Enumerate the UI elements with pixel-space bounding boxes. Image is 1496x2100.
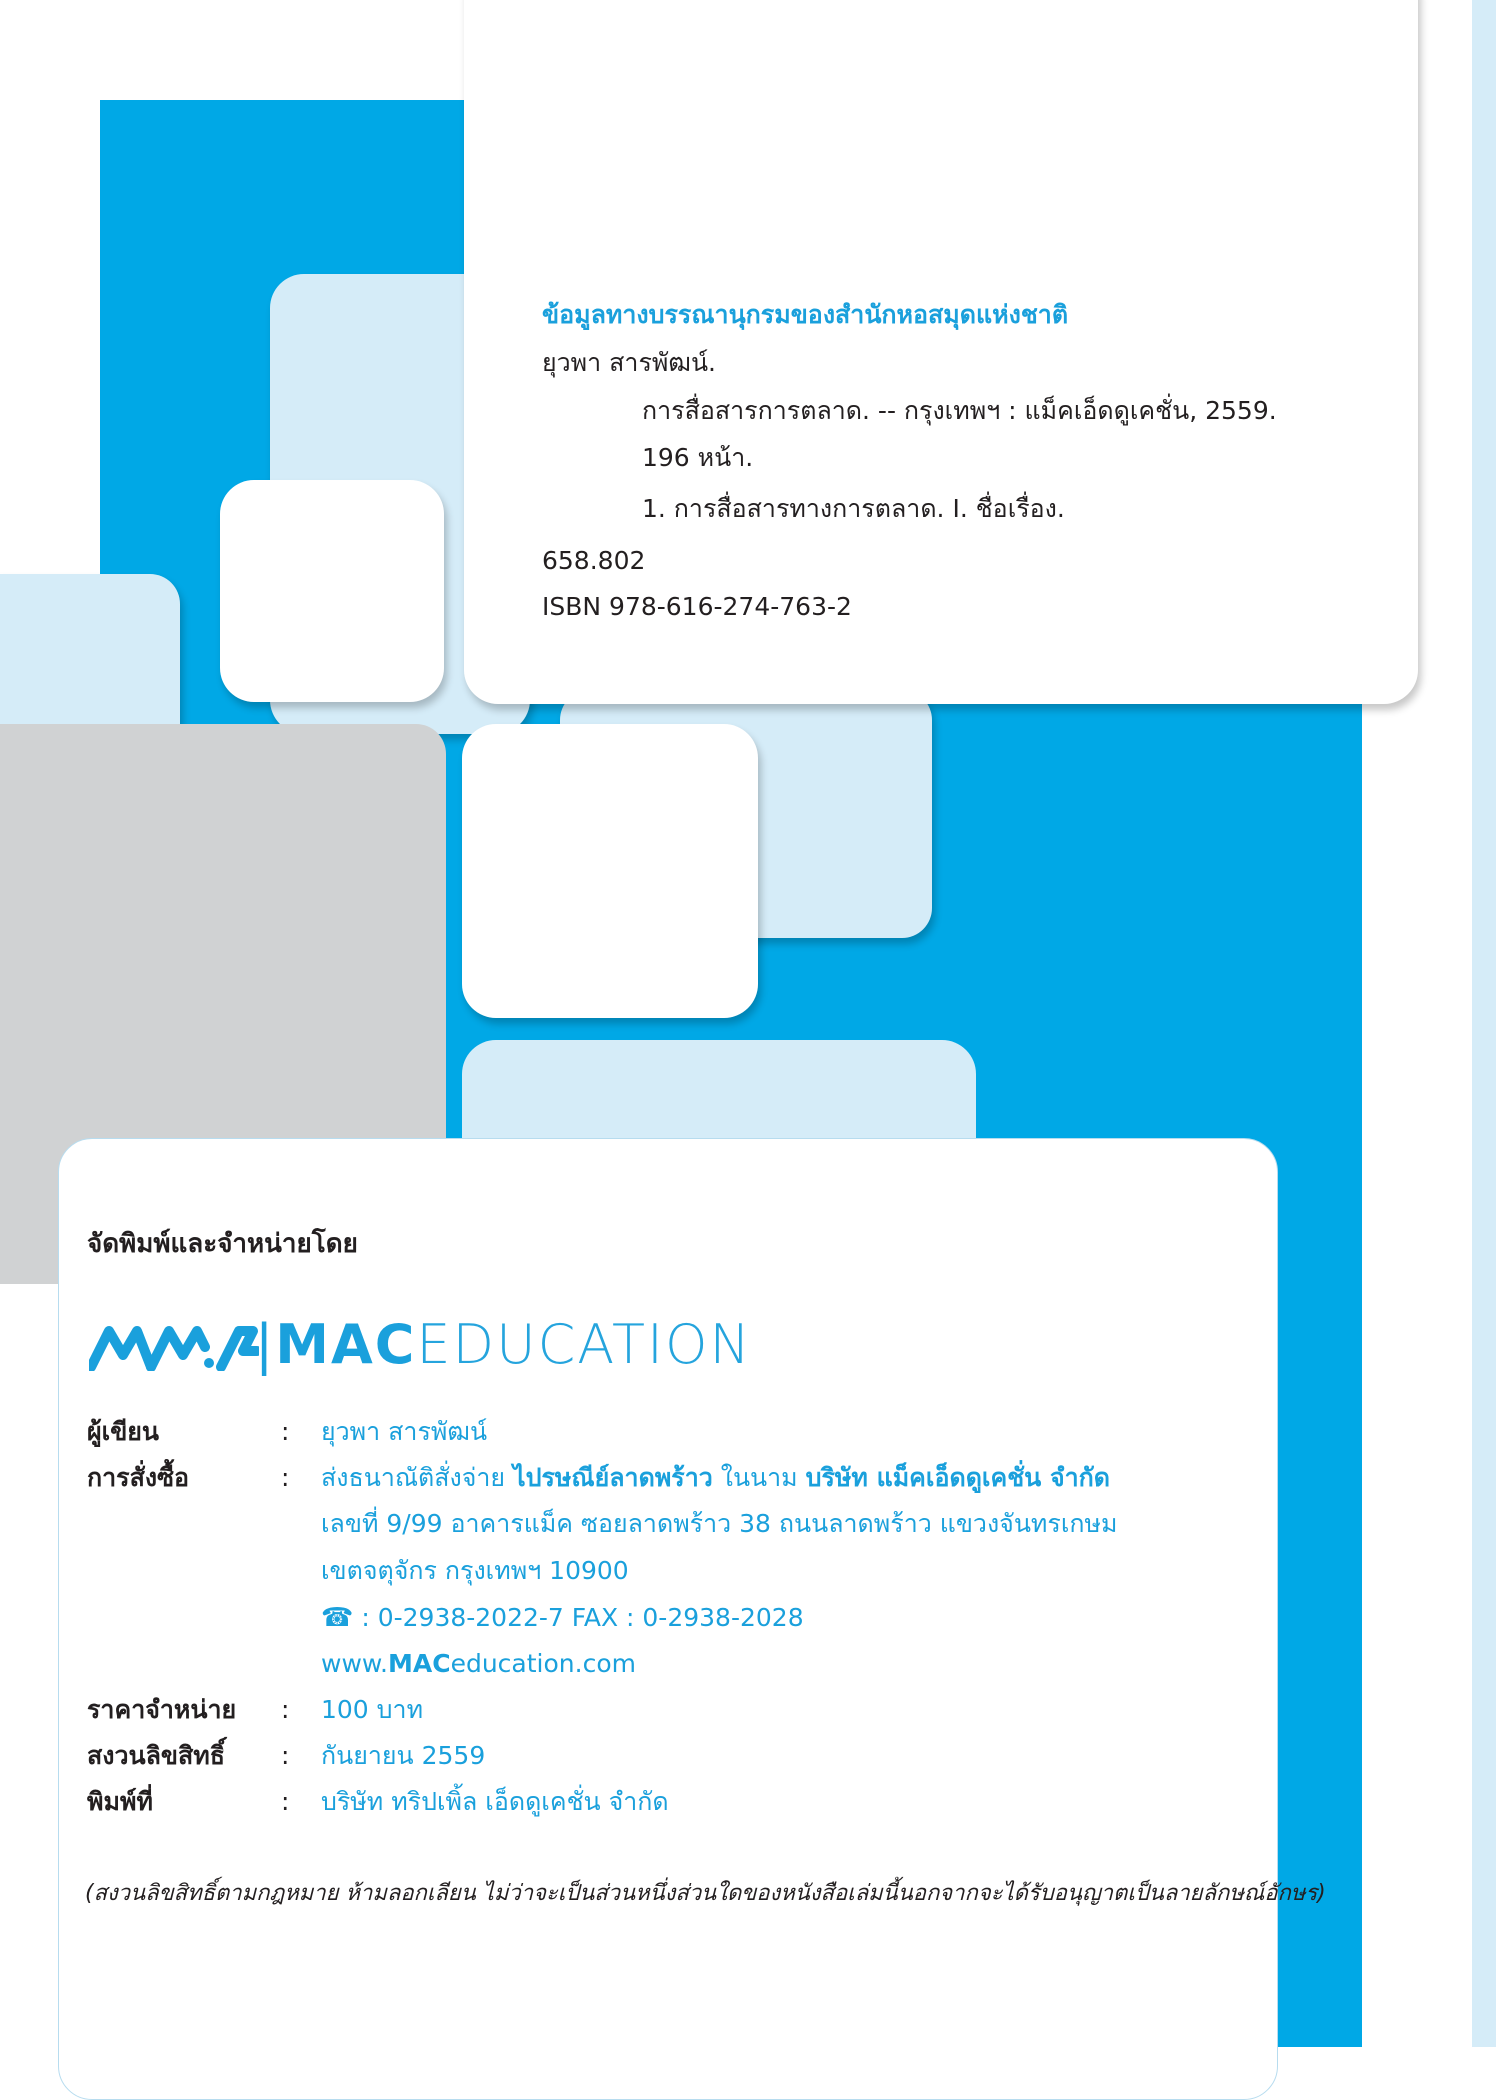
order-line-1	[321, 1461, 1110, 1495]
printer-colon: :	[281, 1787, 290, 1816]
order-line-1-pre: ส่งธนาณัติสั่งจ่าย	[321, 1463, 514, 1492]
author-label: ผู้เขียน	[87, 1417, 160, 1446]
publisher-heading: จัดพิมพ์และจำหน่ายโดย	[87, 1229, 358, 1259]
catalog-classification: 658.802	[542, 546, 646, 575]
logo-mac: MAC	[275, 1313, 417, 1376]
white-square-center	[462, 724, 758, 1018]
printer-label: พิมพ์ที่	[87, 1787, 153, 1816]
right-edge-strip	[1472, 0, 1496, 2047]
white-square-left	[220, 480, 444, 702]
order-label: การสั่งซื้อ	[87, 1463, 190, 1492]
catalog-title: ข้อมูลทางบรรณานุกรมของสำนักหอสมุดแห่งชาติ	[542, 300, 1069, 329]
website-suffix: education.com	[450, 1649, 636, 1678]
order-line-1-mid: ในนาม	[712, 1463, 806, 1492]
catalog-subject: 1. การสื่อสารทางการตลาด. I. ชื่อเรื่อง.	[642, 494, 1065, 523]
logo-education: EDUCATION	[416, 1313, 752, 1376]
catalog-card	[464, 0, 1418, 704]
order-line-1-post-office: ไปรษณีย์ลาดพร้าว	[513, 1463, 713, 1492]
catalog-pages: 196 หน้า.	[642, 443, 754, 472]
price-value: 100 บาท	[321, 1695, 424, 1724]
website-prefix: www.	[321, 1649, 388, 1678]
phone-line	[321, 1601, 804, 1635]
order-colon: :	[281, 1463, 290, 1492]
rights-value: กันยายน 2559	[321, 1741, 486, 1770]
printer-value: บริษัท ทริปเพิ้ล เอ็ดดูเคชั่น จำกัด	[321, 1787, 669, 1816]
price-label: ราคาจำหน่าย	[87, 1695, 237, 1724]
copyright-note: (สงวนลิขสิทธิ์ตามกฎหมาย ห้ามลอกเลียน ไม่ว่าจะเป็นส่วนหนึ่งส่วนใดของหนังสือเล่มนี้นอกจากจะได้รับอนุญาตเป็นลายลักษณ์อักษร)	[85, 1881, 1326, 1906]
author-value: ยุวพา สารพัฒน์	[321, 1417, 488, 1446]
rights-colon: :	[281, 1741, 290, 1770]
catalog-publication: การสื่อสารการตลาด. -- กรุงเทพฯ : แม็คเอ็ดดูเคชั่น, 2559.	[642, 396, 1277, 425]
publisher-card	[58, 1138, 1326, 2100]
order-line-3: เขตจตุจักร กรุงเทพฯ 10900	[321, 1556, 629, 1585]
author-colon: :	[281, 1417, 290, 1446]
phone-icon: ☎	[321, 1603, 354, 1633]
website-link[interactable]	[321, 1647, 636, 1681]
phone-numbers: : 0-2938-2022-7 FAX : 0-2938-2028	[353, 1603, 804, 1632]
order-line-1-company: บริษัท แม็คเอ็ดดูเคชั่น จำกัด	[805, 1463, 1111, 1492]
website-mac: MAC	[388, 1649, 451, 1678]
rights-label: สงวนลิขสิทธิ์	[87, 1741, 226, 1770]
mac-education-logo-text	[255, 1315, 752, 1375]
catalog-isbn: ISBN 978-616-274-763-2	[542, 592, 852, 621]
price-colon: :	[281, 1695, 290, 1724]
order-line-2: เลขที่ 9/99 อาคารแม็ค ซอยลาดพร้าว 38 ถนนลาดพร้าว แขวงจันทรเกษม	[321, 1509, 1118, 1538]
mac-logo-icon	[89, 1325, 259, 1371]
catalog-author: ยุวพา สารพัฒน์.	[542, 348, 716, 377]
logo-bar: |	[255, 1313, 276, 1376]
